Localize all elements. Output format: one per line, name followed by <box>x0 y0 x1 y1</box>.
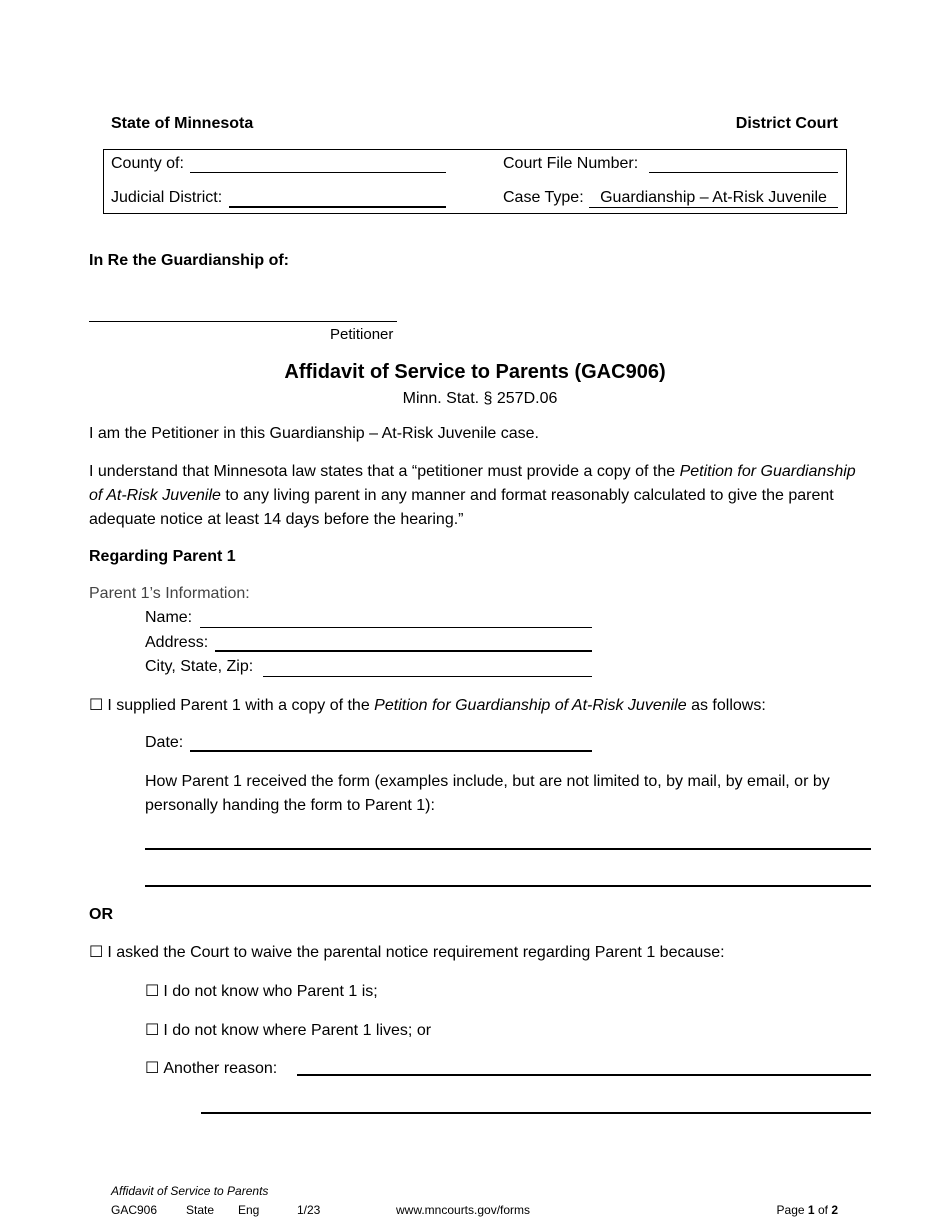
state-heading: State of Minnesota <box>111 115 254 132</box>
reason-other-field-2[interactable] <box>201 1112 871 1114</box>
judicial-district-field[interactable] <box>229 206 446 208</box>
supplied-checkbox[interactable]: ☐ <box>89 695 104 714</box>
intro-statement: I am the Petitioner in this Guardianship – At-Risk Juvenile case. <box>89 425 539 442</box>
footer-code: GAC906 <box>111 1203 158 1217</box>
law-statement: I understand that Minnesota law states that a “petitioner must provide a copy of the Petition for Guardianship of At-Risk Juvenile to any living parent in any manner and format reasonably calculated to give the parent adequate notice at least 14 days before the hearing.” <box>89 463 856 528</box>
reason-unknown-parent-row: ☐ I do not know who Parent 1 is; <box>145 981 378 1000</box>
footer-form-title: Affidavit of Service to Parents <box>111 1184 269 1198</box>
parent1-city-label: City, State, Zip: <box>145 658 254 675</box>
case-type-label: Case Type: <box>503 189 584 206</box>
parent1-name-label: Name: <box>145 609 193 626</box>
court-file-number-field[interactable] <box>649 172 838 173</box>
judicial-district-label: Judicial District: <box>111 189 223 206</box>
footer-page-number: Page 1 of 2 <box>776 1203 838 1217</box>
footer-language: Eng <box>238 1203 260 1217</box>
reason-unknown-residence-checkbox[interactable]: ☐ <box>145 1020 160 1039</box>
in-re-heading: In Re the Guardianship of: <box>89 252 290 269</box>
parent1-city-field[interactable] <box>263 676 592 677</box>
county-label: County of: <box>111 155 184 172</box>
reason-other-field-1[interactable] <box>297 1074 871 1076</box>
case-type-value: Guardianship – At-Risk Juvenile <box>589 189 838 208</box>
date-field[interactable] <box>190 750 592 752</box>
how-received-line-1[interactable] <box>145 848 871 850</box>
parent1-info-label: Parent 1’s Information: <box>89 585 250 602</box>
or-label: OR <box>89 906 113 923</box>
reason-other-row: ☐ Another reason: <box>145 1058 278 1077</box>
statute-citation: Minn. Stat. § 257D.06 <box>402 390 558 407</box>
parent1-name-field[interactable] <box>200 627 592 628</box>
footer-url[interactable]: www.mncourts.gov/forms <box>396 1203 531 1217</box>
supplied-row: ☐ I supplied Parent 1 with a copy of the Petition for Guardianship of At-Risk Juvenile as follows: <box>89 695 766 714</box>
waive-checkbox[interactable]: ☐ <box>89 942 104 961</box>
waive-row: ☐ I asked the Court to waive the parental notice requirement regarding Parent 1 because: <box>89 942 725 961</box>
petitioner-name-line[interactable] <box>89 321 397 322</box>
parent1-address-field[interactable] <box>215 650 592 652</box>
county-field[interactable] <box>190 172 446 173</box>
court-file-number-label: Court File Number: <box>503 155 639 172</box>
how-received-line-2[interactable] <box>145 885 871 887</box>
footer-revision-date: 1/23 <box>297 1203 321 1217</box>
parent1-heading: Regarding Parent 1 <box>89 548 236 565</box>
form-title: Affidavit of Service to Parents (GAC906) <box>284 361 666 383</box>
date-label: Date: <box>145 734 184 751</box>
reason-unknown-parent-checkbox[interactable]: ☐ <box>145 981 160 1000</box>
petitioner-label: Petitioner <box>330 326 394 343</box>
how-received-text: How Parent 1 received the form (examples include, but are not limited to, by mail, by email, or by personally handing the form to Parent 1): <box>145 773 830 814</box>
footer-level: State <box>186 1203 215 1217</box>
parent1-address-label: Address: <box>145 634 209 651</box>
court-heading: District Court <box>735 115 838 132</box>
reason-other-checkbox[interactable]: ☐ <box>145 1058 160 1077</box>
reason-unknown-residence-row: ☐ I do not know where Parent 1 lives; or <box>145 1020 432 1039</box>
